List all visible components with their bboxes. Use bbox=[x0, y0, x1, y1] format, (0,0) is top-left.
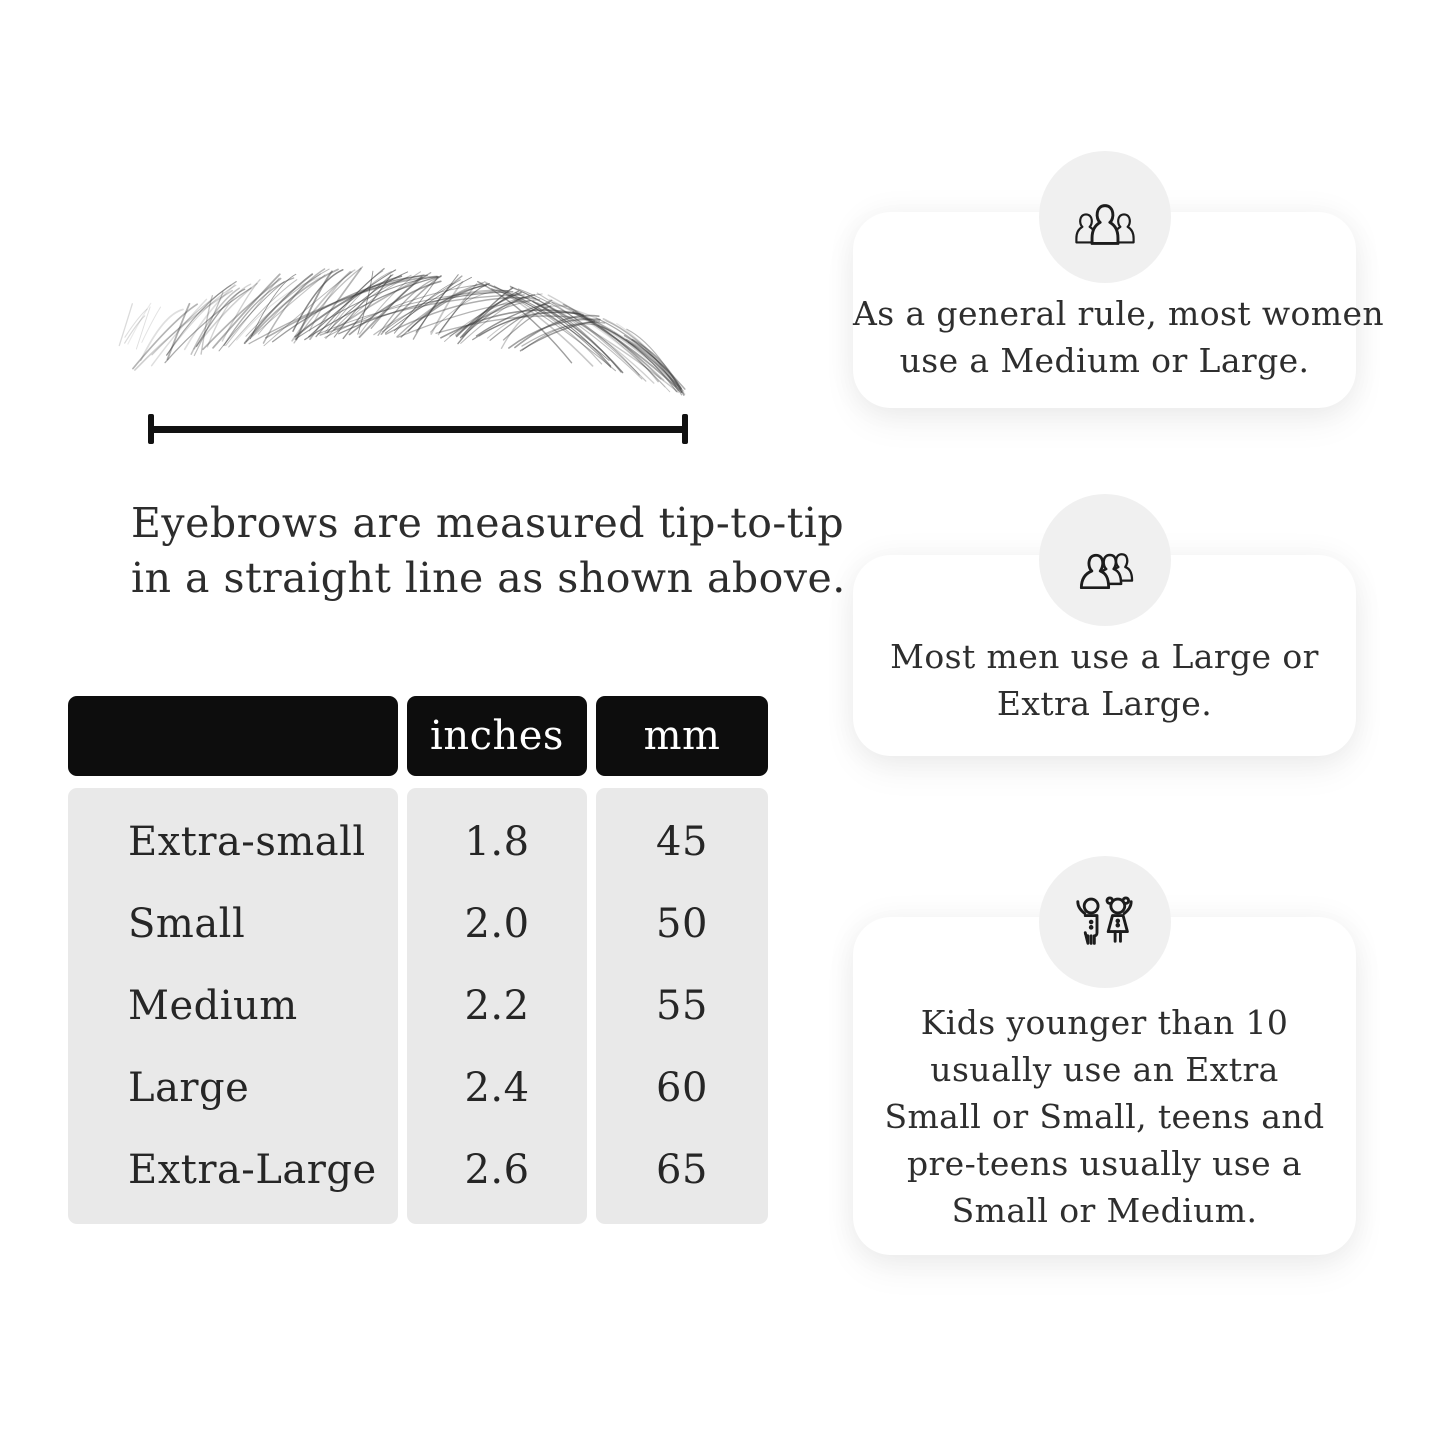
children-svg bbox=[1073, 894, 1137, 950]
measurement-line-right-cap bbox=[682, 414, 688, 444]
info-card-men bbox=[853, 555, 1356, 756]
size-table bbox=[68, 696, 768, 1224]
size-table-column-sizes bbox=[68, 788, 398, 1224]
info-card-kids bbox=[853, 917, 1356, 1255]
card-text-line: use a Medium or Large. bbox=[899, 341, 1310, 380]
inches-cell: 2.6 bbox=[464, 1147, 530, 1193]
info-card-kids-text bbox=[853, 999, 1356, 1234]
size-cell: Extra-small bbox=[128, 819, 366, 865]
card-text-line: Most men use a Large or bbox=[890, 637, 1319, 676]
inches-cell: 2.0 bbox=[464, 901, 530, 947]
card-text-line: Small or Medium. bbox=[951, 1191, 1258, 1230]
measurement-line-bar bbox=[150, 426, 686, 433]
inches-cell: 2.2 bbox=[464, 983, 530, 1029]
measurement-line bbox=[148, 414, 688, 444]
size-cell: Large bbox=[128, 1065, 250, 1111]
size-cell: Extra-Large bbox=[128, 1147, 377, 1193]
card-text-line: As a general rule, most women bbox=[853, 294, 1385, 333]
men-group-icon bbox=[1039, 494, 1171, 626]
measurement-caption bbox=[131, 496, 846, 606]
card-text-line: Extra Large. bbox=[996, 684, 1213, 723]
mm-cell: 60 bbox=[656, 1065, 708, 1111]
women-group-svg bbox=[1069, 188, 1141, 246]
size-table-header-row bbox=[68, 696, 768, 776]
mm-cell: 50 bbox=[656, 901, 708, 947]
men-group-svg bbox=[1069, 531, 1141, 589]
caption-line-2: in a straight line as shown above. bbox=[131, 554, 846, 602]
size-cell: Medium bbox=[128, 983, 298, 1029]
women-group-icon bbox=[1039, 151, 1171, 283]
children-icon bbox=[1039, 856, 1171, 988]
mm-cell: 65 bbox=[656, 1147, 708, 1193]
size-table-header-inches: inches bbox=[407, 696, 587, 776]
size-table-header-mm: mm bbox=[596, 696, 768, 776]
size-cell: Small bbox=[128, 901, 246, 947]
size-table-column-inches bbox=[407, 788, 587, 1224]
eyebrow-illustration bbox=[116, 238, 696, 403]
card-text-line: Kids younger than 10 bbox=[920, 1003, 1289, 1042]
eyebrow-svg bbox=[116, 238, 696, 403]
size-table-header-blank bbox=[68, 696, 398, 776]
card-text-line: Small or Small, teens and bbox=[884, 1097, 1325, 1136]
size-table-column-mm bbox=[596, 788, 768, 1224]
info-card-women bbox=[853, 212, 1385, 408]
caption-line-1: Eyebrows are measured tip-to-tip bbox=[131, 499, 845, 547]
card-text-line: pre-teens usually use a bbox=[906, 1144, 1303, 1183]
inches-cell: 2.4 bbox=[464, 1065, 530, 1111]
inches-cell: 1.8 bbox=[464, 819, 530, 865]
mm-cell: 45 bbox=[656, 819, 708, 865]
card-text-line: usually use an Extra bbox=[930, 1050, 1279, 1089]
size-table-body bbox=[68, 788, 768, 1224]
info-card-women-text bbox=[853, 290, 1385, 384]
info-card-men-text bbox=[853, 633, 1356, 727]
mm-cell: 55 bbox=[656, 983, 708, 1029]
